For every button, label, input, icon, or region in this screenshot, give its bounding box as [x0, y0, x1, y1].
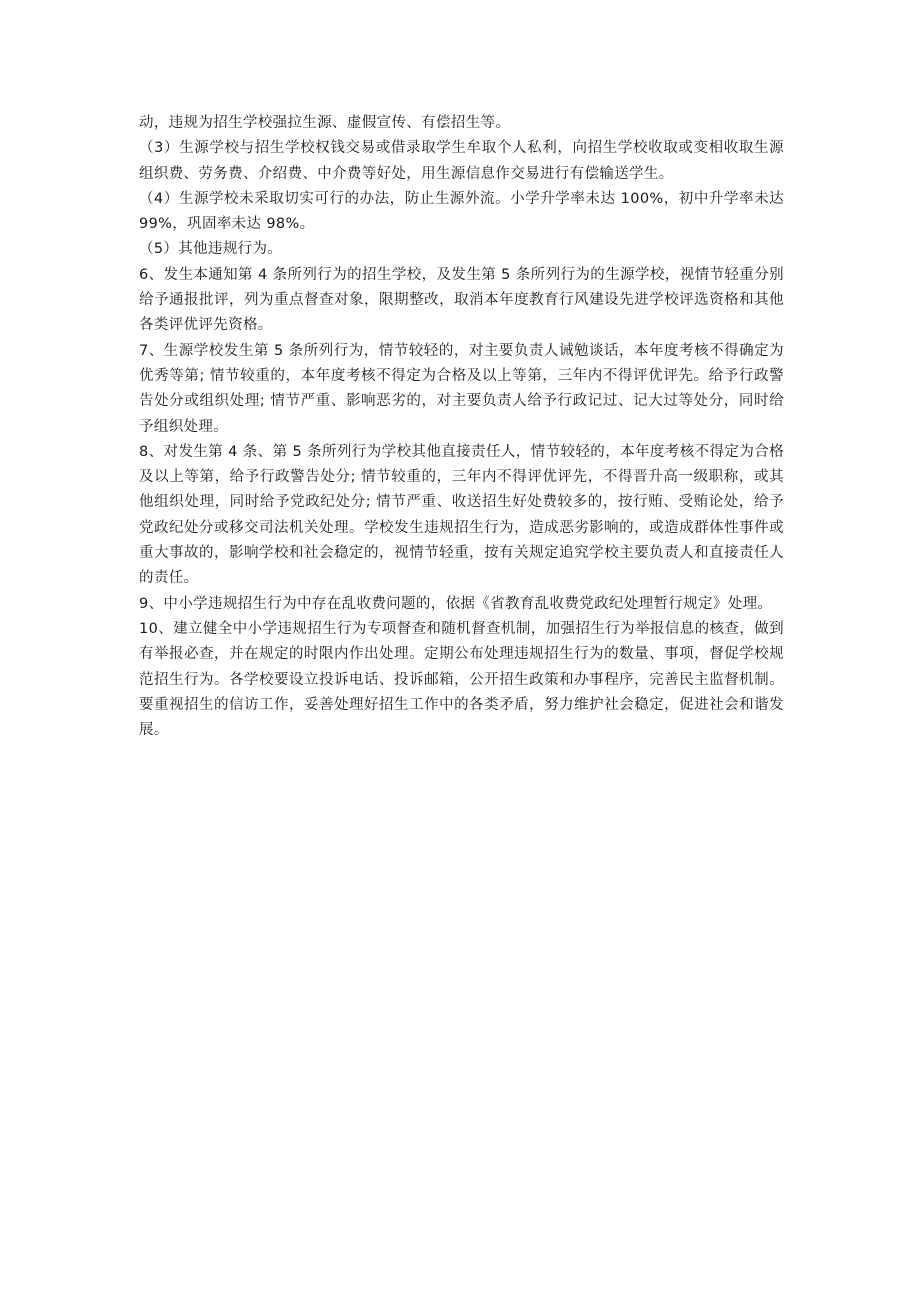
document-body: [139, 111, 784, 743]
paragraph-item-3: （3）生源学校与招生学校权钱交易或借录取学生牟取个人私利，向招生学校收取或变相收取生源组织费、劳务费、介绍费、中介费等好处，用生源信息作交易进行有偿输送学生。: [139, 140, 784, 182]
paragraph-clause-10: 10、建立健全中小学违规招生行为专项督查和随机督查机制，加强招生行为举报信息的核查，做到有举报必查，并在规定的时限内作出处理。定期公布处理违规招生行为的数量、事项，督促学校规范招生行为。各学校要设立投诉电话、投诉邮箱，公开招生政策和办事程序，完善民主监督机制。要重视招生的信访工作，妥善处理好招生工作中的各类矛盾，努力维护社会稳定，促进社会和谐发展。: [139, 620, 784, 739]
paragraph-clause-8: 8、对发生第 4 条、第 5 条所列行为学校其他直接责任人，情节较轻的，本年度考核不得定为合格及以上等第，给予行政警告处分; 情节较重的，三年内不得评优评先，不得晋升高一级职称，或其他组织处理，同时给予党政纪处分; 情节严重、收送招生好处费较多的，按行贿、受贿论处，给予党政纪处分或移交司法机关处理。学校发生违规招生行为，造成恶劣影响的，或造成群体性事件或重大事故的，影响学校和社会稳定的，视情节轻重，按有关规定追究学校主要负责人和直接责任人的责任。: [139, 443, 784, 587]
paragraph-continuation: 动，违规为招生学校强拉生源、虚假宣传、有偿招生等。: [139, 115, 511, 131]
paragraph-item-5: （5）其他违规行为。: [139, 241, 283, 258]
paragraph-clause-7: 7、生源学校发生第 5 条所列行为，情节较轻的，对主要负责人诫勉谈话，本年度考核不得确定为优秀等第; 情节较重的，本年度考核不得定为合格及以上等第，三年内不得评优评先。给予行政警告处分或组织处理; 情节严重、影响恶劣的，对主要负责人给予行政记过、记大过等处分，同时给予组织处理。: [139, 342, 784, 435]
paragraph-clause-9: 9、中小学违规招生行为中存在乱收费问题的，依据《省教育乱收费党政纪处理暂行规定》处理。: [139, 595, 773, 612]
paragraph-item-4: （4）生源学校未采取切实可行的办法，防止生源外流。小学升学率未达 100%，初中升学率未达 99%，巩固率未达 98%。: [139, 190, 784, 233]
paragraph-clause-6: 6、发生本通知第 4 条所列行为的招生学校，及发生第 5 条所列行为的生源学校，视情节轻重分别给予通报批评，列为重点督查对象，限期整改，取消本年度教育行风建设先进学校评选资格和其他各类评优评先资格。: [139, 266, 784, 334]
